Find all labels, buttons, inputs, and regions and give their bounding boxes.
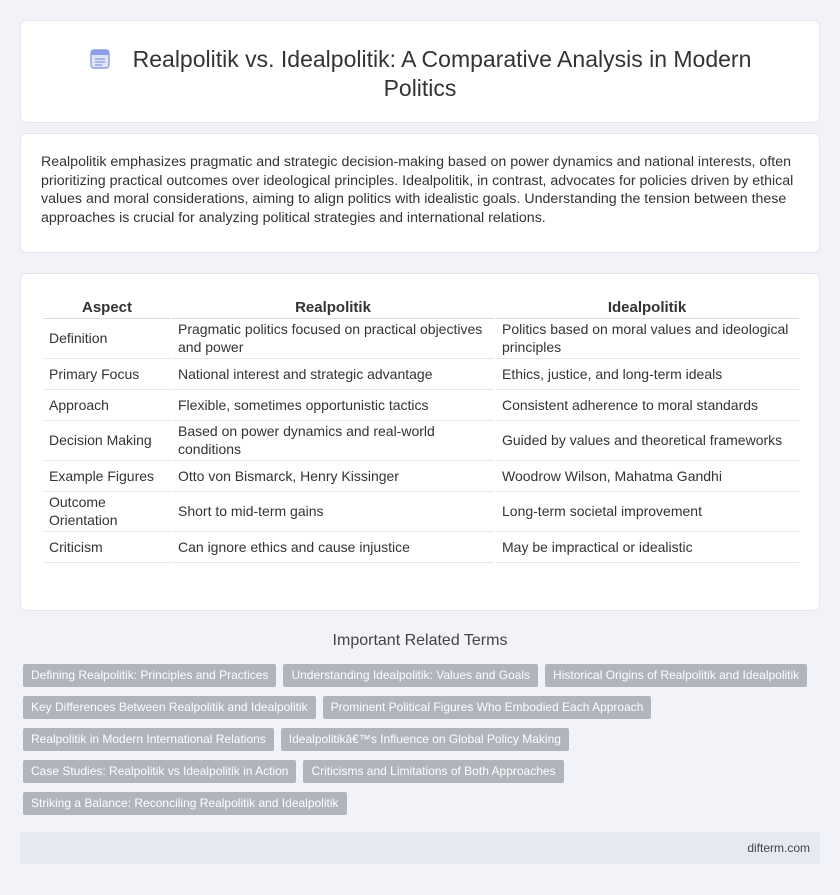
table-row — [43, 318, 799, 358]
footer — [20, 832, 820, 864]
document-icon — [89, 48, 111, 70]
related-term-tag[interactable]: Case Studies: Realpolitik vs Idealpolitik in Action — [23, 760, 296, 783]
row-aspect: Decision Making — [43, 420, 171, 460]
row-realpolitik: Short to mid-term gains — [171, 491, 495, 531]
row-realpolitik: Can ignore ethics and cause injustice — [171, 531, 495, 562]
row-idealpolitik: Woodrow Wilson, Mahatma Gandhi — [495, 460, 799, 491]
intro-card — [20, 133, 820, 253]
comparison-table-card — [20, 273, 820, 611]
header-card — [20, 20, 820, 123]
row-realpolitik: Based on power dynamics and real-world conditions — [171, 420, 495, 460]
header-idealpolitik: Idealpolitik — [495, 292, 799, 318]
row-idealpolitik: May be impractical or idealistic — [495, 531, 799, 562]
header-realpolitik: Realpolitik — [171, 292, 495, 318]
table-row — [43, 420, 799, 460]
page-title — [21, 45, 819, 103]
table-row — [43, 531, 799, 562]
row-idealpolitik: Guided by values and theoretical frameworks — [495, 420, 799, 460]
row-realpolitik: National interest and strategic advantage — [171, 358, 495, 389]
related-term-tag[interactable]: Defining Realpolitik: Principles and Practices — [23, 664, 276, 687]
row-idealpolitik: Politics based on moral values and ideological principles — [495, 318, 799, 358]
row-realpolitik: Otto von Bismarck, Henry Kissinger — [171, 460, 495, 491]
row-aspect: Outcome Orientation — [43, 491, 171, 531]
row-idealpolitik: Long-term societal improvement — [495, 491, 799, 531]
table-header-row — [43, 292, 799, 318]
related-term-tag[interactable]: Criticisms and Limitations of Both Approaches — [303, 760, 563, 783]
footer-site-link[interactable]: difterm.com — [747, 841, 810, 855]
title-line-1: Realpolitik vs. Idealpolitik: A Comparative Analysis in Modern — [132, 46, 752, 72]
related-term-tag[interactable]: Idealpolitikâ€™s Influence on Global Policy Making — [281, 728, 569, 751]
related-term-tag[interactable]: Realpolitik in Modern International Relations — [23, 728, 274, 751]
related-term-tag[interactable]: Understanding Idealpolitik: Values and Goals — [283, 664, 538, 687]
table-row — [43, 358, 799, 389]
row-realpolitik: Pragmatic politics focused on practical objectives and power — [171, 318, 495, 358]
intro-paragraph: Realpolitik emphasizes pragmatic and strategic decision-making based on power dynamics and national interests, often prioritizing practical outcomes over ideological principles. Idealpolitik, in contrast, advocates for policies driven by ethical values and moral considerations, aiming to align politics with idealistic goals. Understanding the tension between these approaches is crucial for analyzing political strategies and international relations. — [41, 154, 794, 227]
table-row — [43, 389, 799, 420]
related-term-tag[interactable]: Historical Origins of Realpolitik and Idealpolitik — [545, 664, 807, 687]
row-aspect: Criticism — [43, 531, 171, 562]
row-aspect: Approach — [43, 389, 171, 420]
row-aspect: Example Figures — [43, 460, 171, 491]
header-aspect: Aspect — [43, 292, 171, 318]
related-term-tag[interactable]: Striking a Balance: Reconciling Realpolitik and Idealpolitik — [23, 792, 347, 815]
row-idealpolitik: Ethics, justice, and long-term ideals — [495, 358, 799, 389]
title-line-2: Politics — [383, 75, 457, 101]
row-realpolitik: Flexible, sometimes opportunistic tactics — [171, 389, 495, 420]
table-row — [43, 460, 799, 491]
comparison-table — [43, 292, 799, 563]
table-row — [43, 491, 799, 531]
related-term-tag[interactable]: Key Differences Between Realpolitik and Idealpolitik — [23, 696, 316, 719]
row-aspect: Definition — [43, 318, 171, 358]
row-idealpolitik: Consistent adherence to moral standards — [495, 389, 799, 420]
row-aspect: Primary Focus — [43, 358, 171, 389]
related-terms-title: Important Related Terms — [332, 632, 508, 649]
related-terms-tags — [23, 664, 823, 815]
related-term-tag[interactable]: Prominent Political Figures Who Embodied Each Approach — [323, 696, 652, 719]
